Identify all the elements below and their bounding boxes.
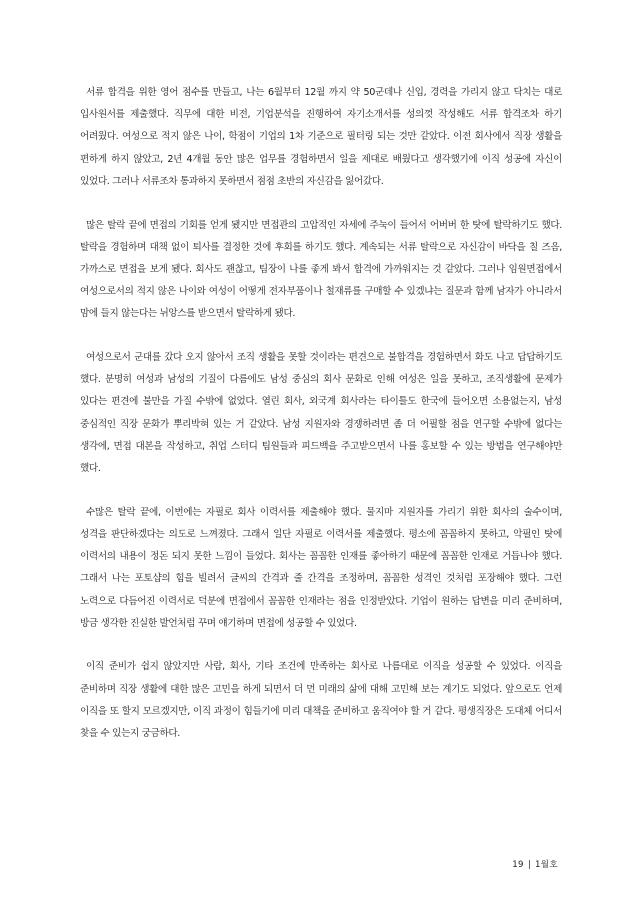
page-number: 19 bbox=[512, 860, 524, 870]
essay-body bbox=[80, 82, 562, 745]
issue-label: 1월호 bbox=[535, 860, 558, 870]
paragraph-5: 이직 준비가 쉽지 않았지만 사람, 회사, 기타 조건에 만족하는 회사로 나름대로 이직을 성공할 수 있었다. 이직을 준비하며 직장 생활에 대한 많은 고민을 하게 되면서 더 먼 미래의 삶에 대해 고민해 보는 계기도 되었다. 앞으로도 언제 이직을 또 할지 모르겠지만, 이직 과정이 힘들기에 미리 대책을 준비하고 움직여야 할 거 같다. 평생직장은 도대체 어디서 찾을 수 있는지 궁금하다. bbox=[80, 661, 562, 740]
paragraph-1: 서류 합격을 위한 영어 점수를 만들고, 나는 6월부터 12월 까지 약 50군데나 신입, 경력을 가리지 않고 닥치는 대로 입사원서를 제출했다. 직무에 대한 비전, 기업분석을 진행하여 자기소개서를 성의껏 작성해도 서류 합격조차 하기 어려웠다. 여성으로 적지 않은 나이, 학점이 기업의 1차 기준으로 필터링 되는 것만 같았다. 이전 회사에서 직장 생활을 편하게 하지 않았고, 2년 4개월 동안 많은 업무를 경험하면서 일을 제대로 배웠다고 생각했기에 이직 성공에 자신이 있었다. 그러나 서류조차 통과하지 못하면서 점점 초반의 자신감을 잃어갔다. bbox=[80, 87, 562, 187]
paragraph-3: 여성으로서 군대를 갔다 오지 않아서 조직 생활을 못할 것이라는 편견으로 불합격을 경험하면서 화도 나고 답답하기도 했다. 분명히 여성과 남성의 기질이 다름에도 남성 중심의 회사 문화로 인해 여성은 일을 못하고, 조직생활에 문제가 있다는 편견에 불만을 가질 수밖에 없었다. 열린 회사, 외국계 회사라는 타이틀도 한국에 들어오면 소용없는지, 남성 중심적인 직장 문화가 뿌리박혀 있는 거 같았다. 남성 지원자와 경쟁하려면 좀 더 어필할 점을 연구할 수밖에 없다는 생각에, 면접 대본을 작성하고, 취업 스터디 팀원들과 피드백을 주고받으면서 나를 홍보할 수 있는 방법을 연구해야만 했다. bbox=[80, 352, 562, 475]
footer-separator: | bbox=[527, 860, 532, 870]
page-footer bbox=[512, 858, 558, 870]
paragraph-4: 수많은 탈락 끝에, 이번에는 자필로 회사 이력서를 제출해야 했다. 물지마 지원자를 가리기 위한 회사의 술수이며, 성격을 판단하겠다는 의도로 느껴졌다. 그래서 일단 자필로 이력서를 제출했다. 평소에 꼼꼼하지 못하고, 악필인 탓에 이력서의 내용이 정돈 되지 못한 느낌이 들었다. 회사는 꼼꼼한 인재를 좋아하기 때문에 꼼꼼한 인재로 거듭나야 했다. 그래서 나는 포토샵의 힘을 빌려서 글씨의 간격과 줄 간격을 조정하며, 꼼꼼한 성격인 것처럼 포장해야 했다. 그런 노력으로 다듬어진 이력서로 덕분에 면접에서 꼼꼼한 인재라는 점을 인정받았다. 기업이 원하는 답변을 미리 준비하며, 방금 생각한 진실한 발언처럼 꾸며 얘기하며 면접에 성공할 수 있었다. bbox=[80, 506, 562, 629]
paragraph-2: 많은 탈락 끝에 면접의 기회를 얻게 됐지만 면접관의 고압적인 자세에 주눅이 들어서 어버버 한 탓에 탈락하기도 했다. 탈락을 경험하며 대책 없이 퇴사를 결정한 것에 후회를 하기도 했다. 계속되는 서류 탈락으로 자신감이 바닥을 칠 즈음, 가까스로 면접을 보게 됐다. 회사도 괜찮고, 팀장이 나를 좋게 봐서 합격에 가까워지는 것 같았다. 그러나 임원면접에서 여성으로서의 적지 않은 나이와 여성이 어떻게 전자부품이나 철재류를 구매할 수 있겠냐는 질문과 함께 남자가 아니라서 맘에 들지 않는다는 뉘앙스를 받으면서 탈락하게 됐다. bbox=[80, 219, 562, 320]
